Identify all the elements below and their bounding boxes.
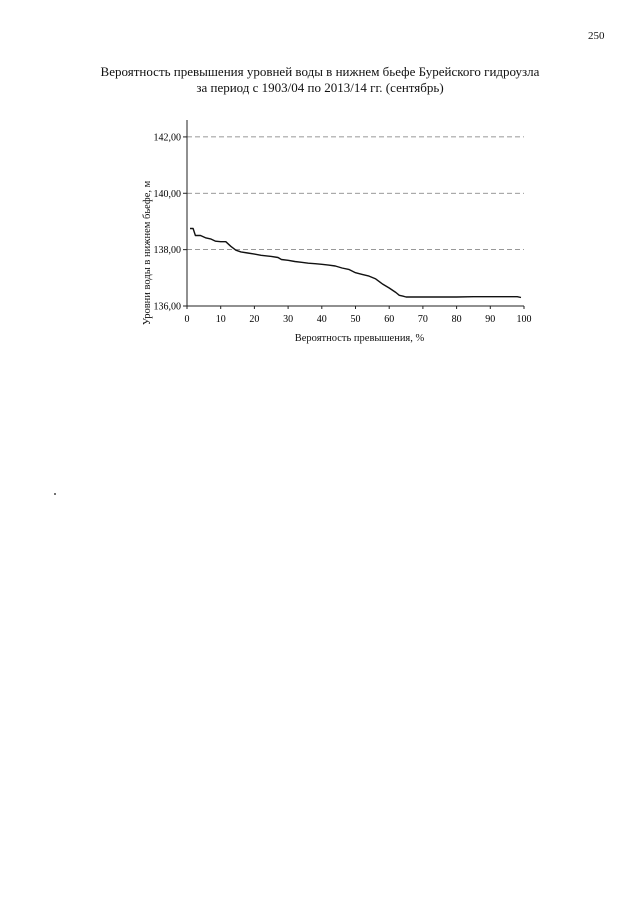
x-tick-label: 50 [350,314,361,325]
y-tick-label: 142,00 [153,132,181,144]
x-tick-label: 0 [184,314,190,325]
x-tick-label: 70 [417,314,428,325]
y-tick-label: 136,00 [153,301,181,313]
chart-subtitle: за период с 1903/04 по 2013/14 гг. (сентябрь) [196,80,444,95]
x-tick-label: 40 [316,314,327,325]
series-line [190,229,521,298]
page-number: 250 [588,30,605,42]
x-tick-label: 10 [215,314,226,325]
chart-title: Вероятность превышения уровней воды в нижнем бьефе Бурейского гидроузла [100,64,540,79]
x-ticks [185,306,532,325]
x-tick-label: 80 [451,314,462,325]
x-tick-label: 30 [283,314,294,325]
y-tick-label: 138,00 [153,245,181,257]
scan-speck [54,493,56,495]
y-ticks [154,132,188,312]
x-tick-label: 100 [516,314,532,325]
x-tick-label: 90 [485,314,496,325]
grid-lines [187,137,524,250]
x-tick-label: 20 [249,314,260,325]
x-tick-label: 60 [384,314,395,325]
y-axis-label: Уровни воды в нижнем бьефе, м [142,180,153,326]
y-tick-label: 140,00 [153,188,181,200]
x-axis-label: Вероятность превышения, % [294,333,425,344]
